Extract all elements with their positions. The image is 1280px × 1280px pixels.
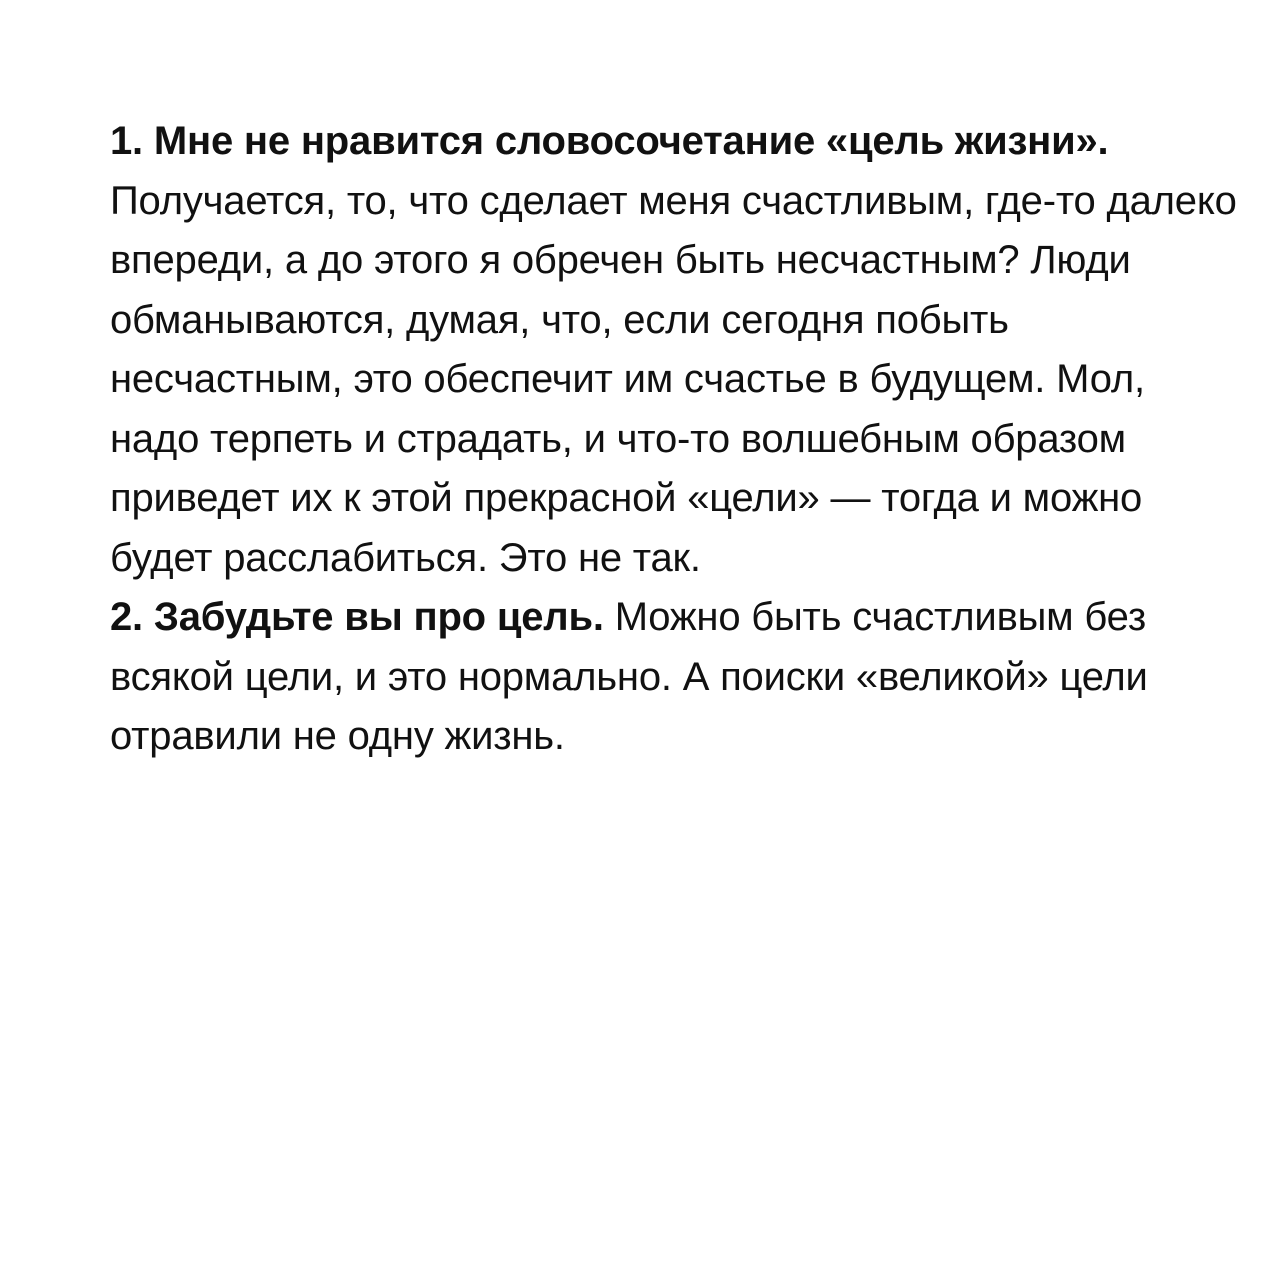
point-2-heading: 2. Забудьте вы про цель. <box>110 595 604 639</box>
point-1-heading: 1. Мне не нравится словосочетание «цель жизни». <box>110 119 1109 163</box>
point-2-text: Можно быть счастливым без всякой цели, и это нормально. А поиски «великой» цели отравили не одну жизнь. <box>110 595 1148 758</box>
text-block <box>110 112 1240 767</box>
point-2 <box>110 588 1240 767</box>
point-1-text: Получается, то, что сделает меня счастливым, где-то далеко впереди, а до этого я обречен быть несчастным? Люди обманываются, думая, что, если сегодня побыть несчастным, это обеспечит им счастье в будущем. Мол, надо терпеть и страдать, и что-то волшебным образом приведет их к этой прекрасной «цели» — тогда и можно будет расслабиться. Это не так. <box>110 178 1237 580</box>
point-1 <box>110 112 1240 588</box>
